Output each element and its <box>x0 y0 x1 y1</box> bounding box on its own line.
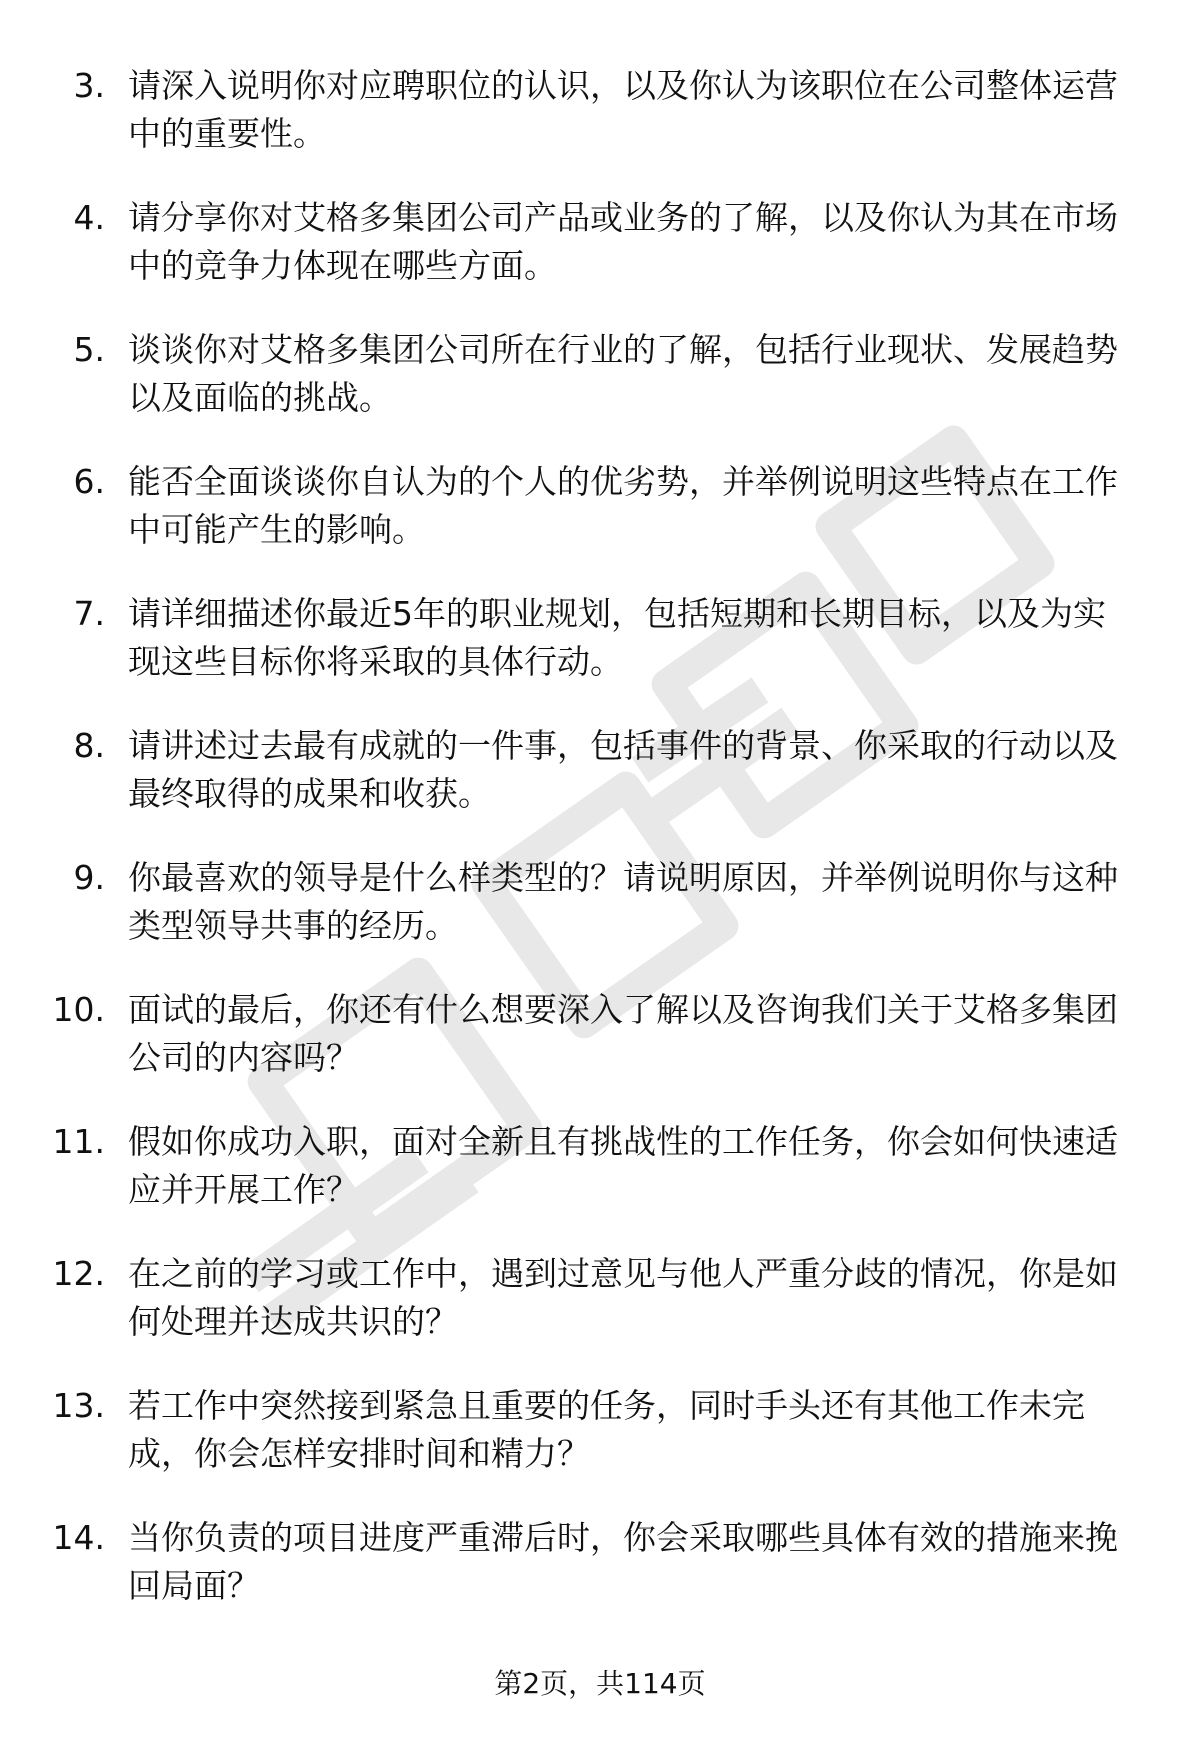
list-item <box>0 590 1200 722</box>
question-number: 11. <box>52 1122 105 1161</box>
question-text: 面试的最后，你还有什么想要深入了解以及咨询我们关于艾格多集团公司的内容吗？ <box>128 990 1118 1077</box>
question-text: 在之前的学习或工作中，遇到过意见与他人严重分歧的情况，你是如何处理并达成共识的？ <box>128 1254 1118 1341</box>
list-item <box>0 326 1200 458</box>
question-text: 请详细描述你最近5年的职业规划，包括短期和长期目标，以及为实现这些目标你将采取的具体行动。 <box>128 594 1106 681</box>
question-number: 12. <box>52 1254 105 1293</box>
question-number: 8. <box>73 726 105 765</box>
question-text: 请讲述过去最有成就的一件事，包括事件的背景、你采取的行动以及最终取得的成果和收获。 <box>128 726 1118 813</box>
question-text: 谈谈你对艾格多集团公司所在行业的了解，包括行业现状、发展趋势以及面临的挑战。 <box>128 330 1118 417</box>
list-item <box>0 854 1200 986</box>
list-item <box>0 458 1200 590</box>
list-item <box>0 1250 1200 1382</box>
page-footer <box>0 1664 1200 1704</box>
list-item <box>0 62 1200 194</box>
question-number: 7. <box>73 594 105 633</box>
question-text: 你最喜欢的领导是什么样类型的？请说明原因，并举例说明你与这种类型领导共事的经历。 <box>128 858 1118 945</box>
question-number: 6. <box>73 462 105 501</box>
question-number: 5. <box>73 330 105 369</box>
page-number-label: 第2页，共114页 <box>494 1667 706 1700</box>
list-item <box>0 986 1200 1118</box>
question-number: 9. <box>73 858 105 897</box>
question-number: 4. <box>73 198 105 237</box>
question-text: 请分享你对艾格多集团公司产品或业务的了解，以及你认为其在市场中的竞争力体现在哪些方面。 <box>128 198 1118 285</box>
list-item <box>0 722 1200 854</box>
question-number: 3. <box>73 66 105 105</box>
list-item <box>0 194 1200 326</box>
question-number: 10. <box>52 990 105 1029</box>
list-item <box>0 1514 1200 1646</box>
question-number: 13. <box>52 1386 105 1425</box>
question-text: 若工作中突然接到紧急且重要的任务，同时手头还有其他工作未完成，你会怎样安排时间和精力？ <box>128 1386 1085 1473</box>
question-text: 能否全面谈谈你自认为的个人的优劣势，并举例说明这些特点在工作中可能产生的影响。 <box>128 462 1118 549</box>
question-number: 14. <box>52 1518 105 1557</box>
question-text: 假如你成功入职，面对全新且有挑战性的工作任务，你会如何快速适应并开展工作？ <box>128 1122 1118 1209</box>
list-item <box>0 1382 1200 1514</box>
question-list <box>0 62 1200 1646</box>
question-text: 请深入说明你对应聘职位的认识，以及你认为该职位在公司整体运营中的重要性。 <box>128 66 1118 153</box>
question-text: 当你负责的项目进度严重滞后时，你会采取哪些具体有效的措施来挽回局面？ <box>128 1518 1118 1605</box>
list-item <box>0 1118 1200 1250</box>
